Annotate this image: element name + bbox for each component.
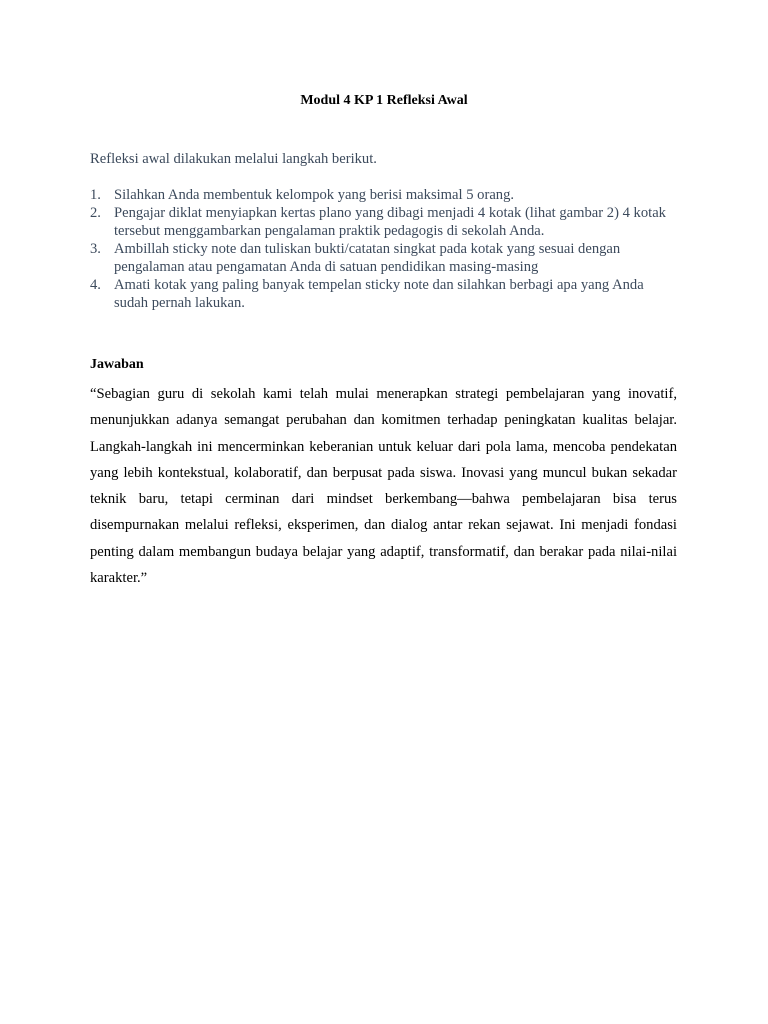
intro-paragraph: Refleksi awal dilakukan melalui langkah berikut. [90, 151, 377, 167]
answer-paragraph: “Sebagian guru di sekolah kami telah mulai menerapkan strategi pembelajaran yang inovatif, menunjukkan adanya semangat perubahan dan komitmen terhadap peningkatan kualitas belajar. Langkah-langkah ini mencerminkan keberanian untuk keluar dari pola lama, mencoba pendekatan yang lebih kontekstual, kolaboratif, dan berpusat pada siswa. Inovasi yang muncul bukan sekadar teknik baru, tetapi cerminan dari mindset berkembang—bahwa pembelajaran bisa terus disempurnakan melalui refleksi, eksperimen, dan dialog antar rekan sejawat. Ini menjadi fondasi penting dalam membangun budaya belajar yang adaptif, transformatif, dan berakar pada nilai-nilai karakter.” [90, 386, 677, 587]
list-item-text: Silahkan Anda membentuk kelompok yang berisi maksimal 5 orang. [114, 187, 515, 203]
list-item [90, 240, 680, 276]
list-item-text: Pengajar diklat menyiapkan kertas plano yang dibagi menjadi 4 kotak (lihat gambar 2) 4 kotak tersebut menggambarkan pengalaman praktik pedagogis di sekolah Anda. [114, 205, 666, 239]
list-item-number: 4. [90, 277, 101, 293]
list-item-text: Ambillah sticky note dan tuliskan bukti/catatan singkat pada kotak yang sesuai dengan pengalaman atau pengamatan Anda di satuan pendidikan masing-masing [114, 241, 621, 275]
list-item-number: 2. [90, 205, 101, 221]
answer-heading: Jawaban [90, 357, 144, 372]
steps-list [90, 186, 680, 312]
page-title: Modul 4 KP 1 Refleksi Awal [300, 93, 468, 108]
list-item-number: 3. [90, 241, 101, 257]
list-item-text: Amati kotak yang paling banyak tempelan sticky note dan silahkan berbagi apa yang Anda sudah pernah lakukan. [114, 277, 644, 311]
list-item [90, 204, 680, 240]
list-item [90, 276, 680, 312]
list-item [90, 186, 680, 204]
list-item-number: 1. [90, 187, 101, 203]
